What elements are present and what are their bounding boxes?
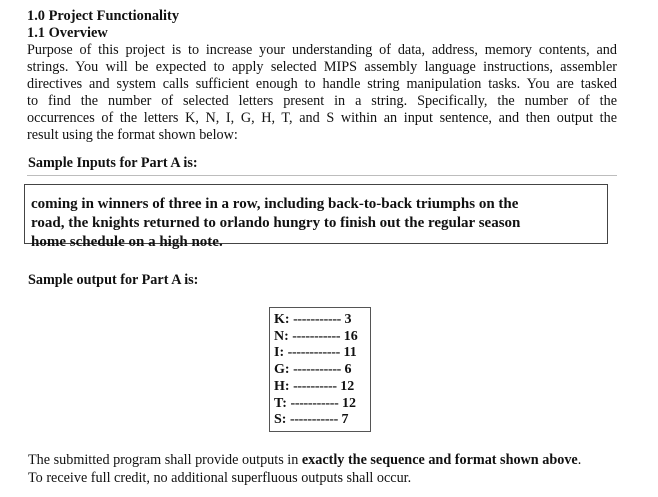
dash-leader: ----------- xyxy=(289,412,338,427)
overview-line: result using the format shown below: xyxy=(27,126,238,143)
letter-count: 7 xyxy=(341,412,349,427)
footer-line-2: To receive full credit, no additional superfluous outputs shall occur. xyxy=(28,470,412,486)
sample-input-box xyxy=(24,184,608,250)
output-row-g xyxy=(274,362,352,377)
footer-text: The submitted program shall provide outputs in xyxy=(28,452,302,468)
output-row-s xyxy=(274,412,348,427)
sample-input-line: road, the knights returned to orlando hungry to finish out the regular season xyxy=(31,215,521,231)
sample-input-label: Sample Inputs for Part A is: xyxy=(28,155,198,171)
dash-leader: ----------- xyxy=(293,362,342,377)
overview-line: strings. You will be expected to apply selected MIPS assembly language instructions, assembler xyxy=(27,58,617,75)
subsection-heading: 1.1 Overview xyxy=(27,25,108,41)
overview-paragraph xyxy=(27,42,617,143)
letter-label: H: xyxy=(274,379,290,394)
output-row-h xyxy=(274,379,354,394)
letter-count: 12 xyxy=(340,379,355,394)
letter-label: K: xyxy=(274,312,290,327)
letter-label: N: xyxy=(274,329,289,344)
output-row-n xyxy=(274,329,358,344)
dash-leader: ----------- xyxy=(293,312,342,327)
letter-label: T: xyxy=(274,396,287,411)
letter-label: G: xyxy=(274,362,290,377)
sample-output-label: Sample output for Part A is: xyxy=(28,272,199,288)
letter-count: 11 xyxy=(343,345,357,360)
overview-line: directives and system calls sufficient enough to handle string manipulation tasks. You are tasked xyxy=(27,75,617,92)
overview-line: occurrences of the letters K, N, I, G, H, T, and S within an input sentence, and then output the xyxy=(27,109,617,126)
dash-leader: ----------- xyxy=(290,396,339,411)
output-row-t xyxy=(274,396,356,411)
letter-count: 16 xyxy=(343,329,358,344)
letter-count: 3 xyxy=(344,312,352,327)
section-heading: 1.0 Project Functionality xyxy=(27,8,180,24)
letter-label: S: xyxy=(274,412,287,427)
overview-line: to find the number of selected letters present in a string. Specifically, the number of the xyxy=(27,92,617,109)
output-row-i xyxy=(274,345,357,360)
sample-input-line: coming in winners of three in a row, including back-to-back triumphs on the xyxy=(31,196,519,212)
footer-text: . xyxy=(577,452,582,468)
dash-leader: ----------- xyxy=(292,329,341,344)
overview-line: Purpose of this project is to increase your understanding of data, address, memory contents, and xyxy=(27,42,617,58)
footer-emphasis: exactly the sequence and format shown above xyxy=(301,452,578,468)
sample-input-line: home schedule on a high note. xyxy=(31,234,223,250)
output-row-k xyxy=(274,312,352,327)
letter-label: I: xyxy=(274,345,285,360)
footer-line-1 xyxy=(28,452,581,469)
divider xyxy=(27,175,617,176)
letter-count: 6 xyxy=(344,362,352,377)
dash-leader: ---------- xyxy=(293,379,337,394)
dash-leader: ------------ xyxy=(287,345,340,360)
letter-count: 12 xyxy=(341,396,356,411)
sample-output-box xyxy=(269,307,371,432)
